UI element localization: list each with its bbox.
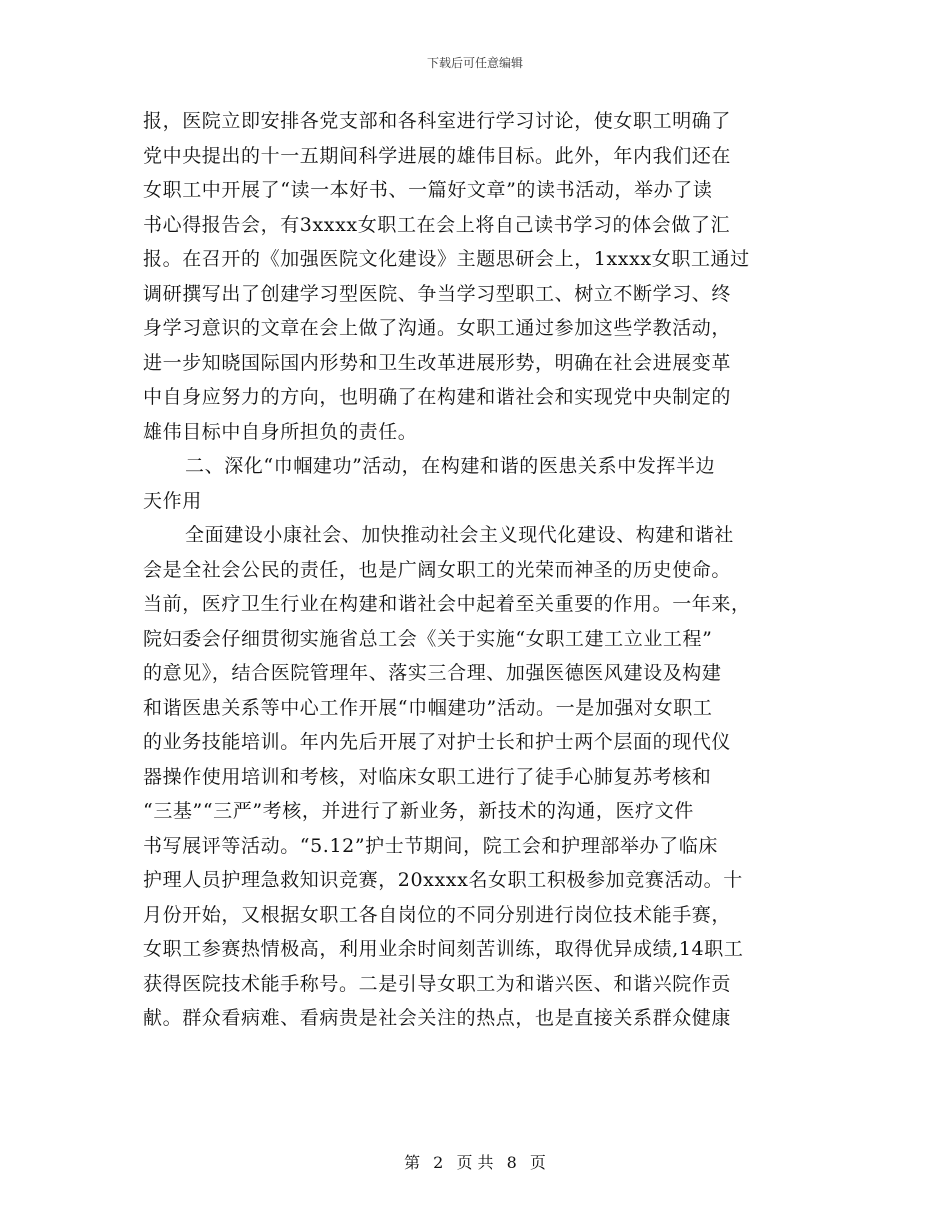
total-page-count: 8 [506, 1153, 517, 1172]
text-line: 的业务技能培训。年内先后开展了对护士长和护士两个层面的现代仪 [143, 731, 732, 753]
text-line: “三基”“三严”考核，并进行了新业务，新技术的沟通，医疗文件 [143, 800, 694, 822]
footer-prefix: 第 [404, 1153, 421, 1172]
text-line: 中自身应努力的方向，也明确了在构建和谐社会和实现党中央制定的 [143, 386, 732, 408]
text-line: 护理人员护理急救知识竞赛，20xxxx名女职工积极参加竞赛活动。十 [143, 869, 743, 891]
text-line: 器操作使用培训和考核，对临床女职工进行了徒手心肺复苏考核和 [143, 765, 712, 788]
text-line: 当前，医疗卫生行业在构建和谐社会中起着至关重要的作用。一年来， [143, 593, 751, 615]
text-line: 会是全社会公民的责任，也是广阔女职工的光荣而神圣的历史使命。 [143, 558, 732, 581]
text-line: 雄伟目标中自身所担负的责任。 [143, 420, 418, 443]
text-line: 和谐医患关系等中心工作开展“巾帼建功”活动。一是加强对女职工 [143, 696, 713, 719]
text-line: 书写展评等活动。“5.12”护士节期间，院工会和护理部举办了临床 [143, 834, 718, 857]
text-line: 的意见》，结合医院管理年、落实三合理、加强医德医风建设及构建 [143, 662, 722, 684]
section-heading-line: 二、深化“巾帼建功”活动，在构建和谐的医患关系中发挥半边 [185, 455, 716, 477]
text-line: 调研撰写出了创建学习型医院、争当学习型职工、树立不断学习、终 [143, 282, 732, 305]
text-line: 月份开始，又根据女职工各自岗位的不同分别进行岗位技术能手赛， [143, 903, 732, 926]
text-line: 献。群众看病难、看病贵是社会关注的热点，也是直接关系群众健康 [143, 1007, 732, 1029]
text-line: 获得医院技术能手称号。二是引导女职工为和谐兴医、和谐兴院作贡 [143, 972, 732, 995]
section-heading-line: 天作用 [143, 489, 202, 512]
text-line: 全面建设小康社会、加快推动社会主义现代化建设、构建和谐社 [185, 524, 734, 546]
footer-suffix: 页 [529, 1153, 546, 1172]
text-line: 女职工参赛热情极高，利用业余时间刻苦训练，取得优异成绩,14职工 [143, 938, 744, 960]
footer-middle: 页 共 [456, 1153, 494, 1172]
text-line: 书心得报告会，有3xxxx女职工在会上将自己读书学习的体会做了汇 [143, 213, 731, 236]
document-body [143, 104, 808, 1036]
text-line: 报，医院立即安排各党支部和各科室进行学习讨论，使女职工明确了 [143, 110, 732, 132]
current-page-number: 2 [433, 1153, 444, 1172]
text-line: 党中央提出的十一五期间科学进展的雄伟目标。此外，年内我们还在 [143, 144, 732, 167]
text-line: 女职工中开展了“读一本好书、一篇好文章”的读书活动，举办了读 [143, 179, 713, 201]
text-line: 报。在召开的《加强医院文化建设》主题思研会上，1xxxx女职工通过 [143, 248, 750, 270]
header-note: 下载后可任意编辑 [426, 56, 523, 70]
page-footer [0, 1150, 950, 1173]
text-line: 院妇委会仔细贯彻实施省总工会《关于实施“女职工建工立业工程” [143, 627, 713, 650]
text-line: 进一步知晓国际国内形势和卫生改革进展形势，明确在社会进展变革 [143, 351, 732, 374]
text-line: 身学习意识的文章在会上做了沟通。女职工通过参加这些学教活动， [143, 317, 732, 339]
